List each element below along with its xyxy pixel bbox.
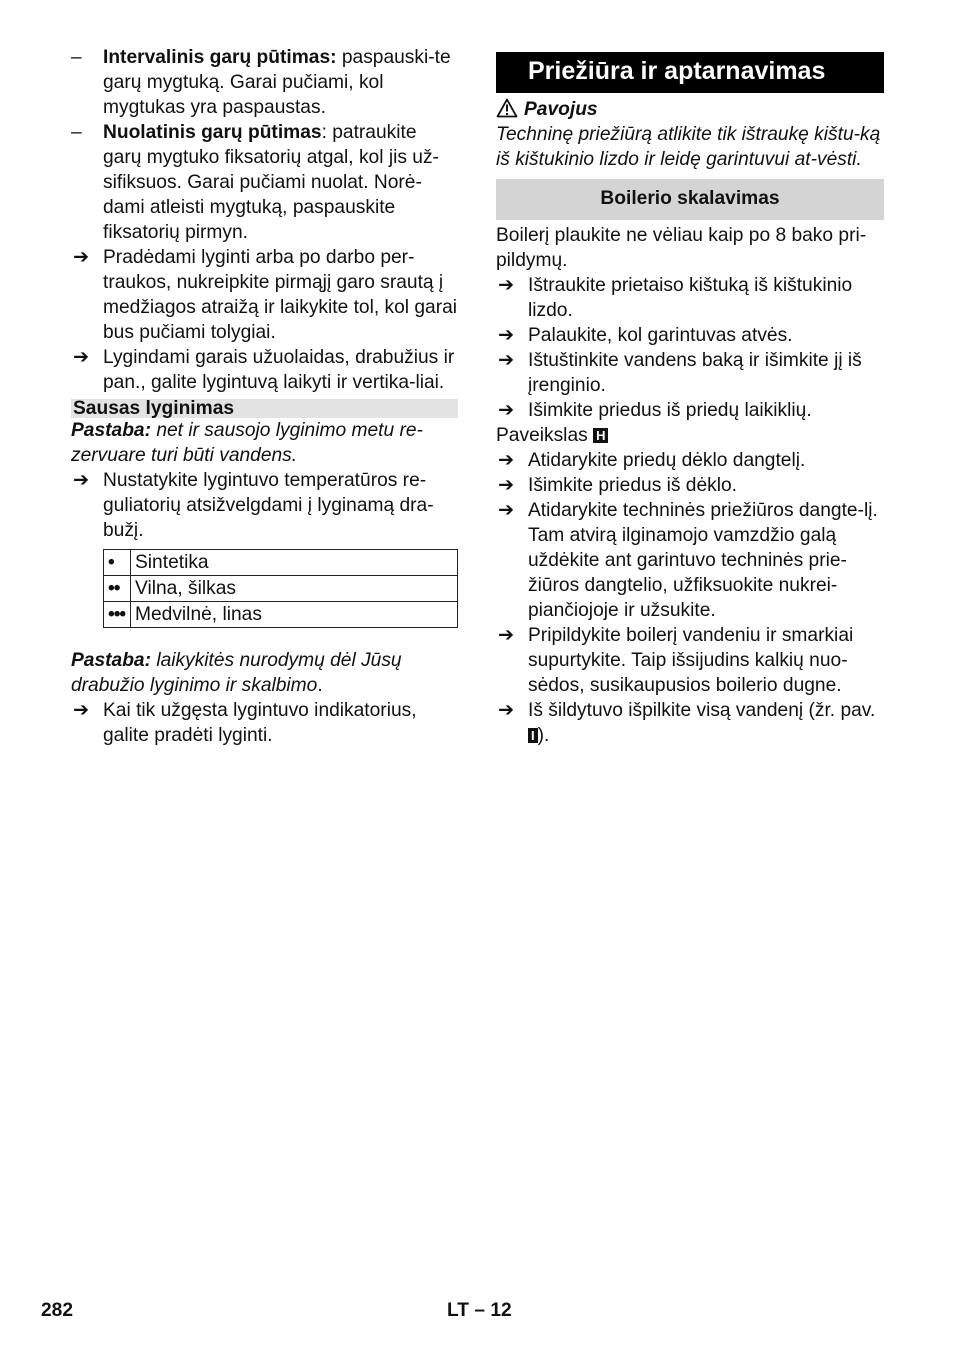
dot-setting-three: ••• [104,602,131,628]
instruction-text: Išimkite priedus iš dėklo. [528,475,738,496]
arrow-right-icon: ➔ [498,500,515,521]
section-title: Priežiūra ir aptarnavimas [496,52,884,93]
arrow-right-icon: ➔ [498,700,515,721]
page-number: 282 [41,1300,74,1321]
arrow-item-indicator [71,698,458,748]
arrow-right-icon: ➔ [498,625,515,646]
dry-ironing-heading: Sausas lyginimas [71,399,458,418]
instruction-text: Nustatykite lygintuvo temperatūros re-guliatorių atsižvelgdami į lyginamą dra-bužį. [103,470,434,541]
boiler-intro: Boilerį plaukite ne vėliau kaip po 8 bako pri-pildymų. [496,225,867,271]
left-column [71,45,458,748]
dash-bullet: – [71,122,82,143]
step-unplug [496,273,884,323]
table-row [104,576,458,602]
instruction-text: Atidarykite techninės priežiūros dangte-lį. Tam atvirą ilginamojo vamzdžio galą uždėkite ant garintuvo techninės prie-žiūros dangtelio, užfiksuokite nukrei-piančiojoje ir užsukite. [528,500,878,621]
right-column [496,45,884,748]
arrow-right-icon: ➔ [498,350,515,371]
figure-reference [496,423,884,448]
arrow-right-icon: ➔ [73,470,90,491]
danger-heading [496,97,884,122]
step-fill-and-shake [496,623,884,698]
page-label: LT – 12 [447,1300,512,1321]
arrow-item-temperature [71,468,458,543]
danger-text: Techninę priežiūrą atlikite tik ištraukę kištu-ką iš kištukinio lizdo ir leidę garintuvui at-vėsti. [496,124,881,170]
table-row [104,602,458,628]
dot-setting-two: •• [104,576,131,602]
arrow-right-icon: ➔ [498,450,515,471]
step-drain-water [496,698,884,748]
table-row [104,550,458,576]
step-remove-accessories [496,398,884,423]
warning-triangle-icon [496,98,518,118]
dash-item-intermittent-steam [71,45,458,120]
instruction-text: Atidarykite priedų dėklo dangtelį. [528,450,806,471]
arrow-right-icon: ➔ [73,247,90,268]
step-empty-tank [496,348,884,398]
note-text: net ir sausojo lyginimo metu re-zervuare turi būti vandens. [71,420,423,466]
step-open-case-lid [496,448,884,473]
desc-continuous-steam: : patraukite garų mygtuko fiksatorių atgal, kol jis už-sifiksuos. Garai pučiami nuolat. Norė-dami atleisti mygtuką, paspauskite fiksatorių pirmyn. [103,122,439,243]
arrow-right-icon: ➔ [73,347,90,368]
term-intermittent-steam: Intervalinis garų pūtimas: [103,47,337,68]
step-open-service-lid [496,498,884,623]
arrow-right-icon: ➔ [498,325,515,346]
instruction-text: Pripildykite boilerį vandeniu ir smarkiai supurtykite. Taip išsijudins kalkių nuo-sėdos, susikaupusios boilerio dugne. [528,625,854,696]
desc-intermittent-steam: paspauski-te garų mygtuką. Garai pučiami, kol mygtukas yra paspaustas. [103,47,451,118]
fabric-label: Vilna, šilkas [131,576,458,602]
note-end: . [317,675,323,696]
step-remove-from-case [496,473,884,498]
dot-setting-one: • [104,550,131,576]
boiler-rinse-heading: Boilerio skalavimas [496,179,884,220]
arrow-item-vertical-steam [71,345,458,395]
danger-label: Pavojus [524,99,598,120]
instruction-end: ). [537,725,550,746]
arrow-right-icon: ➔ [498,400,515,421]
term-continuous-steam: Nuolatinis garų pūtimas [103,122,322,143]
instruction-text: Lygindami garais užuolaidas, drabužius ir pan., galite lygintuvą laikyti ir vertika-liai. [103,347,455,393]
instruction-text: Iš šildytuvo išpilkite visą vandenį (žr. pav. [528,700,876,721]
instruction-text: Ištuštinkite vandens baką ir išimkite jį iš įrenginio. [528,350,862,396]
arrow-right-icon: ➔ [498,275,515,296]
note-dry-ironing [71,418,458,468]
fabric-label: Medvilnė, linas [131,602,458,628]
figure-label: Paveikslas [496,425,588,446]
note-care-label [71,648,458,698]
figure-ref-badge: I [528,728,538,743]
step-cool-down [496,323,884,348]
note-label: Pastaba: [71,420,151,441]
fabric-label: Sintetika [131,550,458,576]
arrow-right-icon: ➔ [73,700,90,721]
instruction-text: Kai tik užgęsta lygintuvo indikatorius, galite pradėti lyginti. [103,700,417,746]
instruction-text: Palaukite, kol garintuvas atvės. [528,325,793,346]
arrow-right-icon: ➔ [498,475,515,496]
instruction-text: Išimkite priedus iš priedų laikiklių. [528,400,812,421]
instruction-text: Ištraukite prietaiso kištuką iš kištukinio lizdo. [528,275,853,321]
arrow-item-first-steam [71,245,458,345]
temperature-settings-table [103,549,458,628]
note-text: laikykitės nurodymų dėl Jūsų drabužio lyginimo ir skalbimo [71,650,402,696]
instruction-text: Pradėdami lyginti arba po darbo per-traukos, nukreipkite pirmąjį garo srautą į medžiagos atraižą ir laikykite tol, kol garai bus pučiami tolygiai. [103,247,458,343]
dash-bullet: – [71,47,82,68]
note-label: Pastaba: [71,650,151,671]
figure-ref-badge: H [593,428,608,443]
dash-item-continuous-steam [71,120,458,245]
